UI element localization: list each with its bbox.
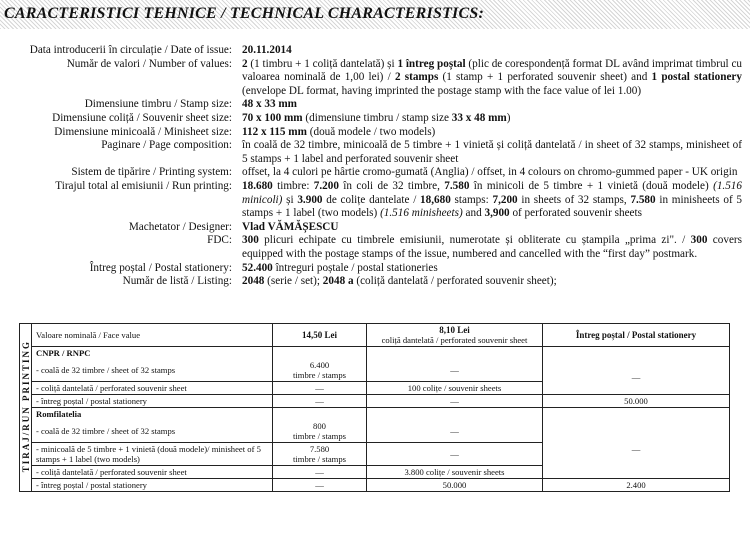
info-label: Sistem de tipărire / Printing system: — [71, 166, 232, 179]
info-label: Data introducerii în circulație / Date of issue: — [29, 44, 232, 56]
info-label: FDC: — [207, 234, 232, 247]
info-value: în coală de 32 timbre, minicoală de 5 timbre + 1 vinietă și coliță dantelată / in sheet of 32 stamps, minisheet of 5 stamps + 1 label and perforated souvenir sheet — [242, 139, 742, 165]
vertical-label: TIRAJ/RUN PRINTING — [20, 340, 31, 473]
info-value: 300 plicuri echipate cu timbrele emisiunii, numerotate și obliterate cu ștampila „prima zi". / 300 covers equipped with the postage stamps of the issue, numbered and cancelled with the “first day” postmark. — [242, 234, 742, 260]
info-label: Număr de valori / Number of values: — [66, 57, 232, 70]
info-label: Dimensiune minicoală / Minisheet size: — [54, 125, 232, 138]
info-row — [0, 166, 750, 180]
info-value: 112 x 115 mm (două modele / two models) — [242, 125, 436, 138]
info-row — [0, 234, 750, 261]
info-label: Număr de listă / Listing: — [122, 275, 232, 288]
info-row — [0, 180, 750, 221]
info-label: Dimensiune timbru / Stamp size: — [84, 98, 232, 111]
page-title: CARACTERISTICI TEHNICE / TECHNICAL CHARACTERISTICS: — [4, 5, 484, 22]
table-row: - întreg poștal / postal stationery — — 50.000 — [20, 395, 730, 408]
info-value: 20.11.2014 — [242, 44, 292, 56]
run-printing-table — [19, 323, 730, 492]
vertical-label-cell — [20, 324, 32, 492]
table-row: - minicoală de 5 timbre + 1 vinietă (două modele)/ minisheet of 5 stamps + 1 label (two models) 7.580 timbre / stamps — — [20, 443, 730, 466]
table-row: - întreg poștal / postal stationery — 50.000 2.400 — [20, 479, 730, 492]
info-value: 52.400 întreguri poștale / postal stationeries — [242, 261, 438, 274]
info-row — [0, 98, 750, 112]
section-title: Romfilatelia — [32, 408, 273, 421]
info-label: Dimensiune coliță / Souvenir sheet size: — [52, 111, 232, 124]
info-row — [0, 44, 750, 58]
table-row: - coală de 32 timbre / sheet of 32 stamps 800 timbre / stamps — — — [20, 420, 730, 443]
section-title: CNPR / RNPC — [32, 347, 273, 360]
technical-characteristics-list — [0, 44, 750, 289]
info-value: 70 x 100 mm (dimensiune timbru / stamp size 33 x 48 mm) — [242, 111, 511, 124]
section-title-row — [20, 408, 730, 421]
section-title-row — [20, 347, 730, 360]
table-row: - coală de 32 timbre / sheet of 32 stamps 6.400 timbre / stamps — — — [20, 359, 730, 382]
header-band — [0, 0, 750, 29]
postal-stationery-header: Întreg poștal / Postal stationery — [543, 324, 730, 347]
info-row — [0, 275, 750, 289]
info-row — [0, 221, 750, 235]
info-value: 2048 (serie / set); 2048 a (coliță dantelată / perforated souvenir sheet); — [242, 275, 557, 288]
info-label: Paginare / Page composition: — [101, 139, 232, 152]
info-row — [0, 112, 750, 126]
table-row: - coliță dantelată / perforated souvenir sheet — 3.800 colițe / souvenir sheets — [20, 466, 730, 479]
info-label: Tirajul total al emisiunii / Run printing: — [55, 179, 232, 192]
info-value: 48 x 33 mm — [242, 98, 297, 111]
info-row — [0, 126, 750, 140]
info-row — [0, 139, 750, 166]
info-value: offset, la 4 culori pe hârtie cromo-gumată (Anglia) / offset, in 4 colours on chromo-gummed paper - UK origin — [242, 166, 738, 179]
info-value: 2 (1 timbru + 1 coliță dantelată) și 1 întreg poștal (plic de corespondență format DL având imprimat timbrul cu valoarea nominală de 1,00 lei) / 2 stamps (1 stamp + 1 perforated souvenir sheet) and 1 postal stationery (envelope DL format, having imprinted the postage stamp with the face value of lei 1.00) — [242, 57, 742, 97]
info-value: Vlad VĂMĂȘESCU — [242, 220, 339, 233]
face-value-header: Valoare nominală / Face value — [32, 324, 273, 347]
table-header-row — [20, 324, 730, 347]
info-label: Machetator / Designer: — [128, 220, 232, 233]
info-row — [0, 262, 750, 276]
info-row — [0, 58, 750, 99]
table-row: - coliță dantelată / perforated souvenir sheet — 100 colițe / souvenir sheets — [20, 382, 730, 395]
info-label: Întreg poștal / Postal stationery: — [89, 261, 232, 274]
info-value: 18.680 timbre: 7.200 în coli de 32 timbre, 7.580 în minicoli de 5 timbre + 1 vinietă (două modele) (1.516 minicoli) și 3.900 de colițe dantelate / 18,680 stamps: 7,200 in sheets of 32 stamps, 7.580 in minisheets of 5 stamps + 1 label (two models) (1.516 minisheets) and 3,900 of perforated souvenir sheets — [242, 179, 742, 220]
value-810-header: 8,10 Lei coliță dantelată / perforated souvenir sheet — [367, 324, 543, 347]
value-1450-header: 14,50 Lei — [273, 324, 367, 347]
